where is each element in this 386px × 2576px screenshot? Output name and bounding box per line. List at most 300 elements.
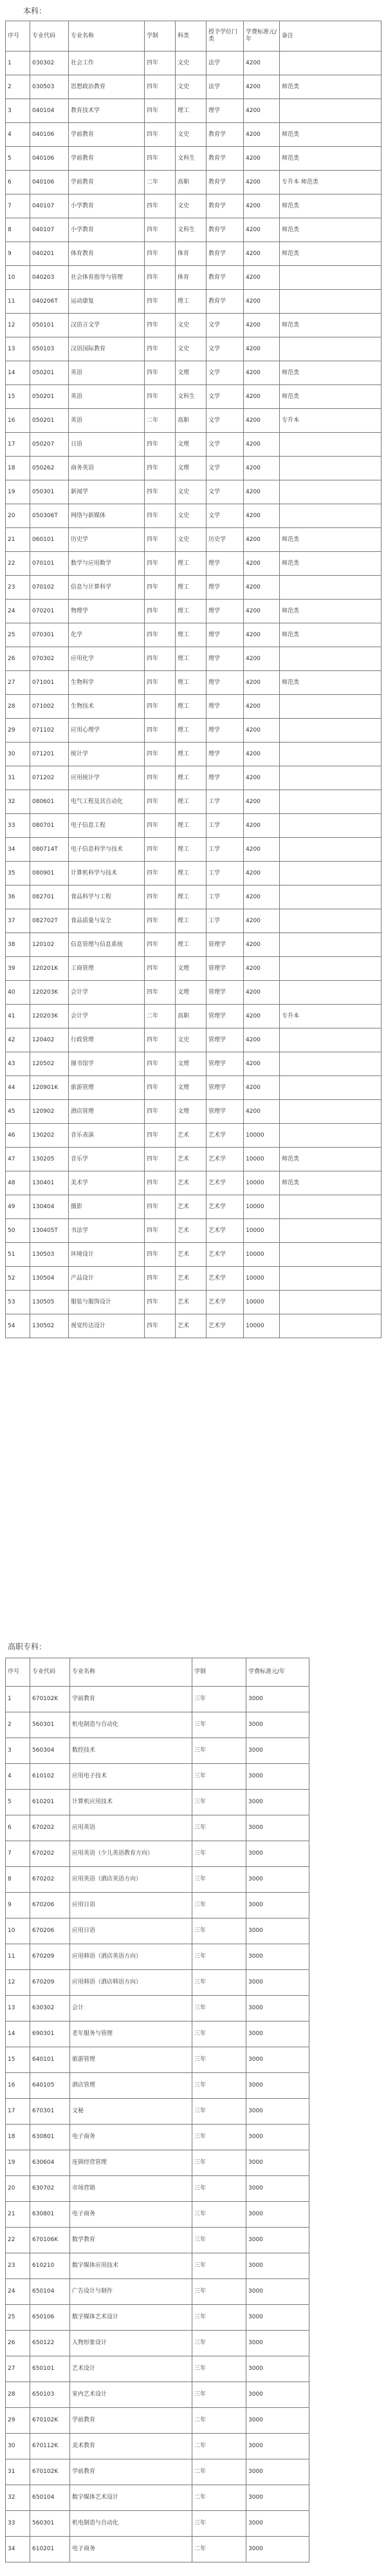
table-row: [6, 1314, 381, 1338]
table-cell: 四年: [145, 719, 176, 743]
table-cell: 专升本 师范类: [280, 171, 381, 194]
table-cell: [280, 1267, 381, 1291]
table-cell: 四年: [145, 1124, 176, 1148]
table-cell: 二年: [192, 2537, 246, 2562]
table-cell: 四年: [145, 743, 176, 766]
table-cell: 艺术: [176, 1171, 207, 1195]
table-cell: 10000: [244, 1291, 280, 1314]
table-cell: 070301: [30, 623, 69, 647]
table-row: [6, 1171, 381, 1195]
table-cell: 26: [6, 647, 30, 671]
table-cell: 650104: [30, 2279, 70, 2305]
table-cell: 应用日语: [70, 1918, 192, 1944]
table-cell: 工学: [207, 838, 244, 862]
table-cell: 应用英语: [70, 1815, 192, 1841]
table-cell: 酒店管理: [69, 1100, 145, 1124]
table-cell: 2: [6, 75, 30, 99]
table-cell: 理学: [207, 766, 244, 790]
table-cell: 040206T: [30, 290, 69, 314]
table-cell: 艺术: [176, 1195, 207, 1219]
table-cell: 文学: [207, 504, 244, 528]
table-cell: 17: [6, 433, 30, 457]
table-cell: 4200: [244, 576, 280, 600]
table-cell: 机电制造与自动化: [70, 1712, 192, 1738]
table-cell: 130503: [30, 1243, 69, 1267]
table-cell: 4200: [244, 1052, 280, 1076]
table-cell: [280, 290, 381, 314]
table-cell: 4200: [244, 409, 280, 433]
table-cell: 三年: [192, 2382, 246, 2408]
table-row: [6, 790, 381, 814]
table-cell: 管理学: [207, 981, 244, 1005]
table-cell: 8: [6, 1867, 30, 1893]
table-row: [6, 52, 381, 75]
table-cell: 630302: [30, 1996, 70, 2022]
table-row: [6, 123, 381, 147]
table-cell: 四年: [145, 123, 176, 147]
table-cell: 理学: [207, 647, 244, 671]
undergrad-body: [6, 52, 381, 1338]
table-row: [6, 2047, 309, 2073]
table-cell: 050101: [30, 314, 69, 337]
table-cell: 4200: [244, 314, 280, 337]
table-cell: 四年: [145, 695, 176, 719]
table-cell: 文史: [176, 504, 207, 528]
table-cell: 51: [6, 1243, 30, 1267]
table-row: [6, 2305, 309, 2331]
table-cell: 师范类: [280, 314, 381, 337]
table-cell: 4200: [244, 838, 280, 862]
table-row: [6, 2511, 309, 2537]
table-cell: 4200: [244, 290, 280, 314]
column-header: 专业名称: [70, 1658, 192, 1687]
table-cell: 小学教育: [69, 218, 145, 242]
table-cell: 计算机科学与技术: [69, 862, 145, 886]
table-cell: 教育学: [207, 218, 244, 242]
column-header: 授予学位门类: [207, 21, 244, 52]
table-cell: 师范类: [280, 218, 381, 242]
table-cell: 艺术: [176, 1314, 207, 1338]
table-cell: 670112K: [30, 2434, 70, 2459]
table-cell: 体育: [176, 266, 207, 290]
table-cell: 670209: [30, 1944, 70, 1970]
table-cell: 8: [6, 218, 30, 242]
table-cell: 三年: [192, 1918, 246, 1944]
table-row: [6, 1267, 381, 1291]
table-cell: 四年: [145, 147, 176, 171]
table-cell: 教育学: [207, 171, 244, 194]
table-cell: 教育学: [207, 242, 244, 266]
table-cell: 新闻学: [69, 480, 145, 504]
table-cell: 630801: [30, 2125, 70, 2150]
table-cell: 电子商务: [70, 2202, 192, 2228]
table-cell: 19: [6, 2150, 30, 2176]
table-cell: 13: [6, 1996, 30, 2022]
table-cell: 21: [6, 2202, 30, 2228]
table-cell: 4200: [244, 743, 280, 766]
table-cell: 四年: [145, 1314, 176, 1338]
table-cell: 艺术学: [207, 1171, 244, 1195]
table-cell: 三年: [192, 2047, 246, 2073]
table-cell: 040106: [30, 147, 69, 171]
table-cell: 美术教育: [70, 2434, 192, 2459]
table-row: [6, 552, 381, 576]
table-cell: 四年: [145, 314, 176, 337]
table-cell: 4200: [244, 480, 280, 504]
table-cell: 610201: [30, 1790, 70, 1815]
table-cell: 4200: [244, 528, 280, 552]
table-cell: 10000: [244, 1267, 280, 1291]
table-cell: 130504: [30, 1267, 69, 1291]
table-cell: 理工: [176, 862, 207, 886]
table-cell: [280, 1314, 381, 1338]
table-cell: 理工: [176, 838, 207, 862]
table-cell: [280, 1219, 381, 1243]
table-cell: 560304: [30, 1738, 70, 1764]
table-cell: 650103: [30, 2382, 70, 2408]
table-cell: 四年: [145, 99, 176, 123]
table-cell: [280, 1243, 381, 1267]
table-cell: 130405T: [30, 1219, 69, 1243]
table-cell: 四年: [145, 457, 176, 480]
table-row: [6, 957, 381, 981]
table-cell: 120102: [30, 933, 69, 957]
table-row: [6, 266, 381, 290]
table-row: [6, 862, 381, 886]
table-row: [6, 2228, 309, 2253]
table-cell: 四年: [145, 528, 176, 552]
table-cell: [280, 719, 381, 743]
table-cell: 生物技术: [69, 695, 145, 719]
table-cell: 030503: [30, 75, 69, 99]
table-cell: 070101: [30, 552, 69, 576]
table-cell: 管理学: [207, 1076, 244, 1100]
table-cell: 3000: [246, 1996, 309, 2022]
table-cell: 050201: [30, 409, 69, 433]
table-cell: 050262: [30, 457, 69, 480]
table-cell: 25: [6, 2305, 30, 2331]
table-cell: 4200: [244, 957, 280, 981]
table-cell: 130205: [30, 1148, 69, 1171]
table-row: [6, 1764, 309, 1790]
column-header: 学费标准元/年: [246, 1658, 309, 1687]
table-cell: 29: [6, 2408, 30, 2434]
table-cell: 体育: [176, 242, 207, 266]
table-cell: 四年: [145, 1076, 176, 1100]
column-header: 序号: [6, 21, 30, 52]
table-cell: 四年: [145, 933, 176, 957]
vocational-body: [6, 1687, 309, 2562]
table-cell: 市场营销: [70, 2176, 192, 2202]
table-cell: 4200: [244, 790, 280, 814]
table-cell: 20: [6, 504, 30, 528]
table-cell: 师范类: [280, 600, 381, 623]
table-cell: 3000: [246, 1815, 309, 1841]
table-cell: 15: [6, 385, 30, 409]
table-cell: 四年: [145, 862, 176, 886]
table-cell: [280, 1195, 381, 1219]
table-cell: 4200: [244, 147, 280, 171]
table-cell: 学前教育: [69, 147, 145, 171]
table-row: [6, 743, 381, 766]
table-cell: 三年: [192, 2202, 246, 2228]
table-cell: 4200: [244, 719, 280, 743]
table-row: [6, 1996, 309, 2022]
table-cell: 艺术: [176, 1219, 207, 1243]
table-cell: 5: [6, 147, 30, 171]
table-row: [6, 1148, 381, 1171]
table-cell: 082702T: [30, 909, 69, 933]
table-cell: 理工: [176, 290, 207, 314]
table-cell: 文科生: [176, 385, 207, 409]
table-cell: 师范类: [280, 123, 381, 147]
table-cell: 670202: [30, 1867, 70, 1893]
table-cell: 理学: [207, 695, 244, 719]
table-cell: 文学: [207, 337, 244, 361]
table-cell: 040107: [30, 218, 69, 242]
table-cell: 20: [6, 2176, 30, 2202]
column-header: 专业代码: [30, 21, 69, 52]
table-cell: 40: [6, 981, 30, 1005]
table-cell: 3000: [246, 2305, 309, 2331]
table-cell: 应用韩语（酒店英语方向）: [70, 1944, 192, 1970]
table-row: [6, 1970, 309, 1996]
table-cell: 理学: [207, 671, 244, 695]
table-cell: 高职: [176, 171, 207, 194]
table-cell: 四年: [145, 814, 176, 838]
table-cell: 文理: [176, 361, 207, 385]
table-cell: 电气工程及其自动化: [69, 790, 145, 814]
table-cell: 120502: [30, 1052, 69, 1076]
table-cell: 3000: [246, 2125, 309, 2150]
table-cell: 12: [6, 314, 30, 337]
table-cell: 管理学: [207, 1005, 244, 1028]
table-cell: 48: [6, 1171, 30, 1195]
table-cell: 670209: [30, 1970, 70, 1996]
table-cell: 食品科学与工程: [69, 886, 145, 909]
table-cell: 3000: [246, 1738, 309, 1764]
table-cell: 信息管理与信息系统: [69, 933, 145, 957]
table-row: [6, 290, 381, 314]
table-cell: 文秘: [70, 2099, 192, 2125]
table-cell: 560301: [30, 2511, 70, 2537]
table-cell: 3000: [246, 2202, 309, 2228]
table-cell: 四年: [145, 242, 176, 266]
table-cell: 理工: [176, 600, 207, 623]
table-cell: 34: [6, 2537, 30, 2562]
table-cell: 四年: [145, 838, 176, 862]
table-cell: 艺术学: [207, 1148, 244, 1171]
table-cell: 工学: [207, 909, 244, 933]
table-cell: 四年: [145, 1100, 176, 1124]
table-cell: 650101: [30, 2356, 70, 2382]
table-cell: 电子信息工程: [69, 814, 145, 838]
table-cell: 艺术: [176, 1243, 207, 1267]
table-cell: 数学与应用数学: [69, 552, 145, 576]
table-row: [6, 2125, 309, 2150]
table-cell: 3000: [246, 1687, 309, 1712]
table-cell: 071201: [30, 743, 69, 766]
table-cell: 33: [6, 814, 30, 838]
table-cell: 040107: [30, 194, 69, 218]
table-cell: 网络与新媒体: [69, 504, 145, 528]
table-cell: 130505: [30, 1291, 69, 1314]
table-cell: 四年: [145, 1195, 176, 1219]
table-cell: 文理: [176, 1052, 207, 1076]
table-cell: 670301: [30, 2099, 70, 2125]
table-row: [6, 1867, 309, 1893]
table-cell: 三年: [192, 1712, 246, 1738]
table-cell: 四年: [145, 218, 176, 242]
table-cell: 11: [6, 1944, 30, 1970]
table-row: [6, 2099, 309, 2125]
table-cell: 18: [6, 457, 30, 480]
table-cell: 040201: [30, 242, 69, 266]
table-cell: 3000: [246, 1867, 309, 1893]
table-cell: 53: [6, 1291, 30, 1314]
table-cell: [280, 838, 381, 862]
table-cell: [280, 862, 381, 886]
table-cell: 文史: [176, 75, 207, 99]
table-cell: 690301: [30, 2022, 70, 2047]
table-cell: 理工: [176, 552, 207, 576]
table-row: [6, 1944, 309, 1970]
table-cell: 3000: [246, 1841, 309, 1867]
table-cell: 图书馆学: [69, 1052, 145, 1076]
table-cell: 3000: [246, 1944, 309, 1970]
table-cell: 学前教育: [70, 1687, 192, 1712]
table-row: [6, 2073, 309, 2099]
table-cell: 应用英语（少儿英语教育方向）: [70, 1841, 192, 1867]
table-cell: 计算机应用技术: [70, 1790, 192, 1815]
table-cell: 四年: [145, 1291, 176, 1314]
table-cell: 3000: [246, 2047, 309, 2073]
table-cell: 060101: [30, 528, 69, 552]
table-cell: [280, 337, 381, 361]
table-cell: 四年: [145, 75, 176, 99]
table-cell: 产品设计: [69, 1267, 145, 1291]
table-cell: 四年: [145, 1148, 176, 1171]
table-cell: 艺术学: [207, 1243, 244, 1267]
table-cell: 连锁经营管理: [70, 2150, 192, 2176]
table-row: [6, 1738, 309, 1764]
table-cell: 38: [6, 933, 30, 957]
table-cell: 31: [6, 766, 30, 790]
table-cell: 3000: [246, 2099, 309, 2125]
table-cell: [280, 504, 381, 528]
table-cell: 10: [6, 1918, 30, 1944]
table-cell: 670106K: [30, 2228, 70, 2253]
table-cell: 四年: [145, 886, 176, 909]
table-cell: 运动康复: [69, 290, 145, 314]
table-cell: 670202: [30, 1815, 70, 1841]
table-cell: 610210: [30, 2253, 70, 2279]
table-cell: 文学: [207, 433, 244, 457]
table-cell: 4200: [244, 695, 280, 719]
table-cell: 数控技术: [70, 1738, 192, 1764]
table-cell: [280, 1124, 381, 1148]
table-row: [6, 2150, 309, 2176]
table-cell: 四年: [145, 766, 176, 790]
table-cell: 46: [6, 1124, 30, 1148]
table-cell: 四年: [145, 194, 176, 218]
table-cell: 三年: [192, 2228, 246, 2253]
table-cell: 理工: [176, 695, 207, 719]
table-cell: [280, 1052, 381, 1076]
table-cell: 统计学: [69, 743, 145, 766]
table-cell: 4200: [244, 766, 280, 790]
table-cell: 44: [6, 1076, 30, 1100]
table-cell: 三年: [192, 2253, 246, 2279]
table-cell: 理工: [176, 719, 207, 743]
table-cell: 070102: [30, 576, 69, 600]
table-cell: 三年: [192, 2150, 246, 2176]
table-cell: 650122: [30, 2331, 70, 2356]
table-row: [6, 337, 381, 361]
table-cell: 4200: [244, 623, 280, 647]
column-header: 序号: [6, 1658, 30, 1687]
table-cell: [280, 1291, 381, 1314]
table-cell: 3000: [246, 2356, 309, 2382]
table-cell: 应用韩语（酒店韩语方向）: [70, 1970, 192, 1996]
table-cell: 二年: [192, 2408, 246, 2434]
table-row: [6, 457, 381, 480]
table-cell: 三年: [192, 2356, 246, 2382]
table-row: [6, 1815, 309, 1841]
table-cell: 师范类: [280, 552, 381, 576]
table-cell: 4200: [244, 600, 280, 623]
table-row: [6, 719, 381, 743]
table-cell: 艺术学: [207, 1195, 244, 1219]
table-cell: 33: [6, 2511, 30, 2537]
table-cell: 四年: [145, 647, 176, 671]
table-cell: 130401: [30, 1171, 69, 1195]
table-cell: 艺术设计: [70, 2356, 192, 2382]
table-cell: 32: [6, 2485, 30, 2511]
table-cell: 机电制造与自动化: [70, 2511, 192, 2537]
table-cell: 三年: [192, 1867, 246, 1893]
table-cell: 四年: [145, 1052, 176, 1076]
table-cell: 7: [6, 1841, 30, 1867]
table-cell: 130404: [30, 1195, 69, 1219]
vocational-section-title: 高职专科：: [8, 1642, 47, 1651]
table-cell: [280, 1076, 381, 1100]
table-row: [6, 171, 381, 194]
table-row: [6, 2434, 309, 2459]
table-cell: 四年: [145, 623, 176, 647]
table-cell: 3000: [246, 1970, 309, 1996]
table-cell: 应用心理学: [69, 719, 145, 743]
table-cell: 082701: [30, 886, 69, 909]
table-cell: 四年: [145, 1267, 176, 1291]
table-row: [6, 933, 381, 957]
table-cell: 师范类: [280, 147, 381, 171]
table-cell: 22: [6, 2228, 30, 2253]
table-cell: 4200: [244, 981, 280, 1005]
table-cell: 3: [6, 1738, 30, 1764]
table-cell: 35: [6, 862, 30, 886]
table-cell: 050306T: [30, 504, 69, 528]
table-cell: 4: [6, 123, 30, 147]
table-cell: 电子商务: [70, 2125, 192, 2150]
table-row: [6, 671, 381, 695]
table-cell: 理工: [176, 623, 207, 647]
table-cell: 18: [6, 2125, 30, 2150]
table-cell: 4200: [244, 909, 280, 933]
table-cell: 670102K: [30, 2459, 70, 2485]
table-row: [6, 695, 381, 719]
table-cell: 120203K: [30, 981, 69, 1005]
